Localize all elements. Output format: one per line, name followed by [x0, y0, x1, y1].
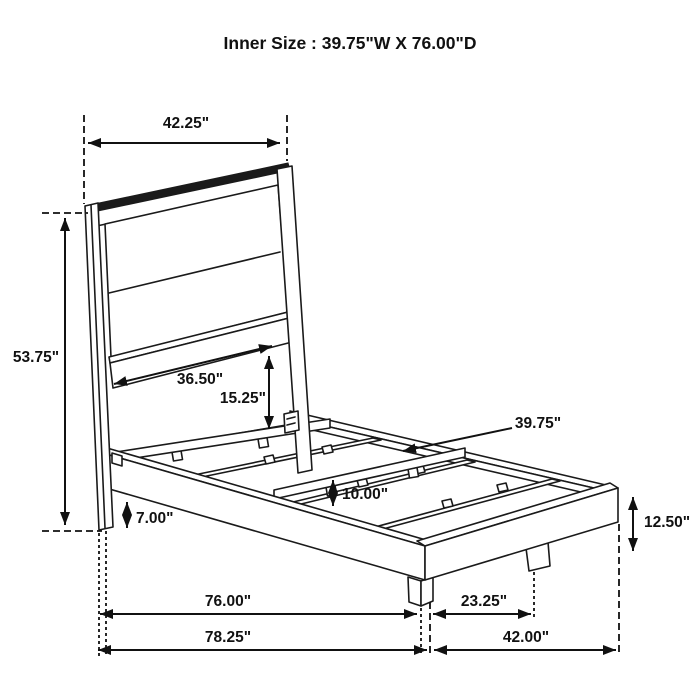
- dim-label-foot-overhang: 23.25": [460, 593, 508, 610]
- dim-label-overall-length: 78.25": [204, 629, 252, 646]
- dim-label-inner-width: 39.75": [514, 415, 562, 432]
- dim-leader-inner-width: [403, 428, 512, 451]
- dim-label-rail-top-drop: 15.25": [219, 390, 266, 407]
- dim-label-rail-clearance: 7.00": [136, 510, 174, 527]
- front-corner-leg: [408, 577, 433, 606]
- bed-frame-drawing: [85, 163, 618, 606]
- dim-label-headboard-inner-width: 36.50": [176, 371, 224, 388]
- dim-label-headboard-height: 53.75": [12, 349, 60, 366]
- diagram-title: Inner Size : 39.75"W X 76.00"D: [223, 33, 477, 53]
- rail-bracket: [284, 411, 299, 433]
- dim-label-slat-height: 10.00": [342, 486, 389, 503]
- dim-label-inner-length: 76.00": [204, 593, 252, 610]
- dim-label-overall-width: 42.00": [502, 629, 550, 646]
- footboard-rail: [417, 483, 618, 580]
- dim-label-headboard-width: 42.25": [162, 115, 210, 132]
- dim-label-footboard-height: 12.50": [644, 514, 691, 531]
